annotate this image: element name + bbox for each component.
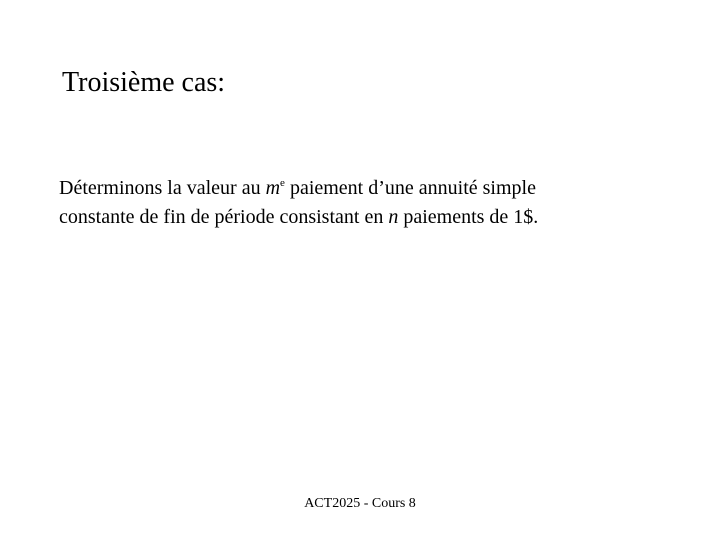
- variable-n: n: [388, 206, 399, 228]
- line2-text-after: paiements de 1$.: [398, 206, 539, 228]
- paragraph-line-1: [59, 174, 699, 203]
- slide-footer: [0, 495, 720, 513]
- variable-m: m: [265, 177, 281, 199]
- paragraph-line-2: [59, 203, 699, 232]
- slide-paragraph: [59, 174, 699, 232]
- line1-text-before: Déterminons la valeur au: [59, 177, 266, 199]
- footer-text: ACT2025 - Cours 8: [304, 496, 416, 511]
- line2-text-before: constante de fin de période consistant en: [59, 206, 389, 228]
- superscript-e: e: [280, 177, 285, 189]
- slide-title: Troisième cas:: [62, 67, 226, 98]
- line1-text-after: paiement d’une annuité simple: [284, 177, 536, 199]
